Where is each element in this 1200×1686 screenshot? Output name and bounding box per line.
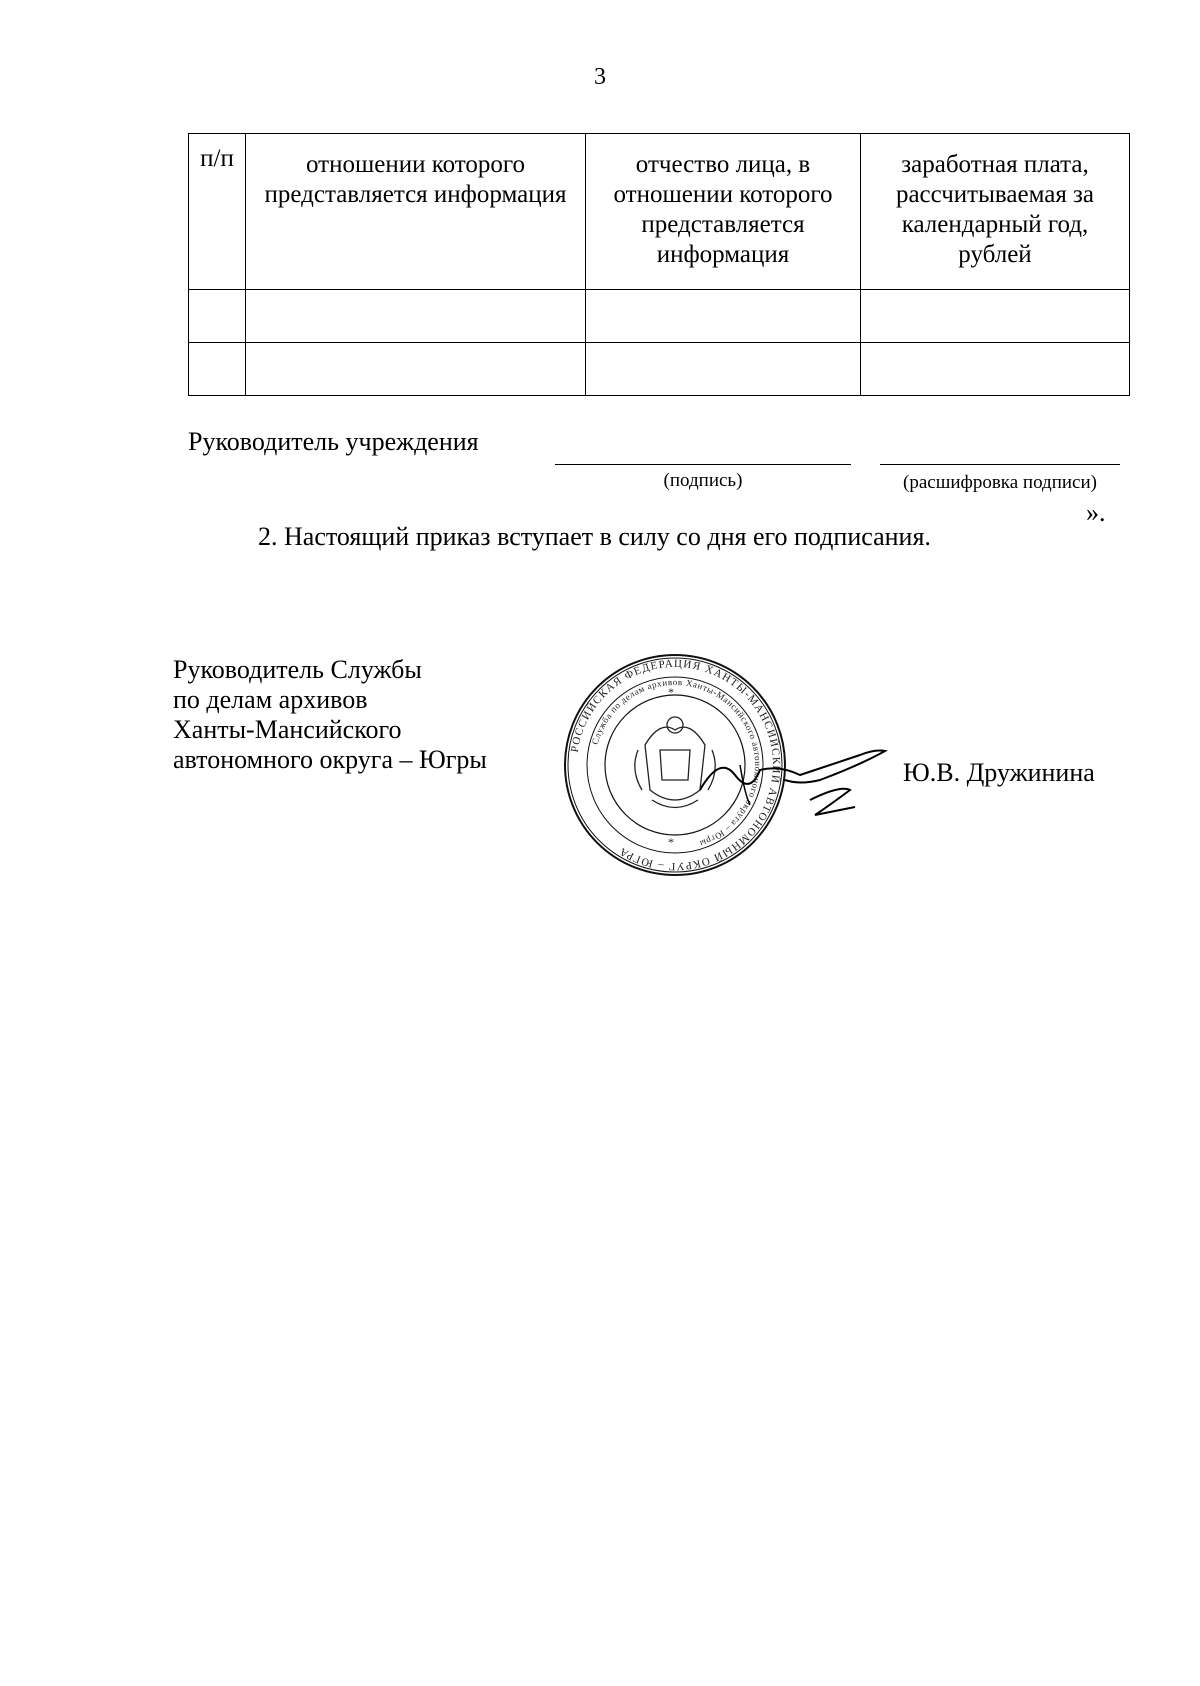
signature-caption: (подпись) <box>663 470 743 491</box>
signer-name: Ю.В. Дружинина <box>903 758 1095 787</box>
decode-caption: (расшифровка подписи) <box>903 472 1097 493</box>
signature-line <box>555 464 851 465</box>
signatory-line: автономного округа – Югры <box>173 745 487 774</box>
table-cell <box>586 343 861 396</box>
table-row <box>189 343 1130 396</box>
svg-text:*: * <box>668 835 674 849</box>
header-cell-about: отношении которого представляется информация <box>246 134 586 290</box>
table-cell <box>189 290 246 343</box>
svg-text:Служба по делам архивов Ханты-: Служба по делам архивов Ханты-Мансийского автономного округа – Югры <box>589 676 764 849</box>
head-of-institution-label: Руководитель учреждения <box>188 427 479 456</box>
table-cell <box>246 343 586 396</box>
closing-quote: ». <box>1086 498 1106 527</box>
table-cell <box>861 290 1130 343</box>
clause-2: 2. Настоящий приказ вступает в силу со дня его подписания. <box>258 522 931 551</box>
table-cell <box>586 290 861 343</box>
page-number: 3 <box>594 64 606 90</box>
decode-line <box>880 464 1120 465</box>
svg-text:*: * <box>668 685 674 699</box>
handwritten-signature <box>690 735 910 835</box>
header-cell-number: п/п <box>189 134 246 290</box>
signatory-line: Ханты-Мансийского <box>173 715 402 744</box>
signatory-line: по делам архивов <box>173 685 368 714</box>
signatory-line: Руководитель Службы <box>173 655 422 684</box>
header-cell-salary: заработная плата, рассчитываемая за календарный год, рублей <box>861 134 1130 290</box>
table-cell <box>246 290 586 343</box>
svg-text:РОССИЙСКАЯ ФЕДЕРАЦИЯ ХАНТЫ-МАН: РОССИЙСКАЯ ФЕДЕРАЦИЯ ХАНТЫ-МАНСИЙСКИЙ АВТОНОМНЫЙ ОКРУГ – ЮГРА <box>568 657 783 873</box>
table-cell <box>861 343 1130 396</box>
info-table <box>188 133 1130 396</box>
table-row <box>189 290 1130 343</box>
signatory-title <box>173 655 487 775</box>
table-cell <box>189 343 246 396</box>
table-header-row <box>189 134 1130 290</box>
header-cell-patronymic: отчество лица, в отношении которого представляется информация <box>586 134 861 290</box>
